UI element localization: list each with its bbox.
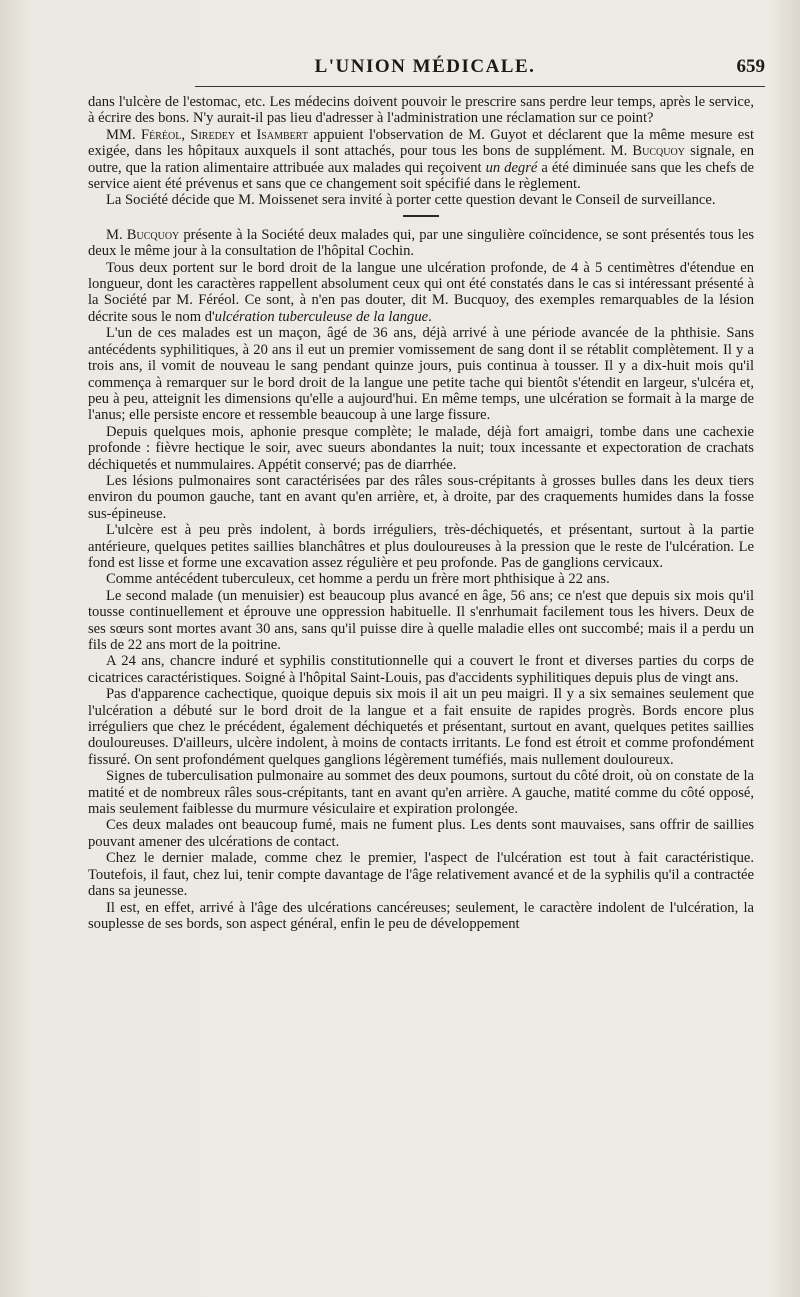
- paragraph: [88, 686, 754, 768]
- text: a été diminuée sans que les chefs de service aient été prévenus et sans que ce changement soit spécifié dans le règlement.: [88, 159, 754, 193]
- paragraph: [88, 571, 754, 587]
- paragraph: [88, 768, 754, 817]
- author-name: Isambert: [256, 126, 308, 143]
- paragraph: [88, 817, 754, 850]
- paragraph: [88, 900, 754, 933]
- paragraph: [88, 850, 754, 899]
- paragraph-text: Comme antécédent tuberculeux, cet homme a perdu un frère mort phthisique à 22 ans.: [106, 571, 610, 588]
- header-rule: [195, 86, 765, 87]
- text: présente à la Société deux malades qui, par une singulière coïncidence, se sont présentés tous les deux le même jour à la consultation de l'hôpital Cochin.: [88, 226, 754, 260]
- paragraph-text: A 24 ans, chancre induré et syphilis constitutionnelle qui a couvert le front et diverses parties du corps de cicatrices caractéristiques. Soigné à l'hôpital Saint-Louis, pas d'accidents syphilitiques depuis plus de vingt ans.: [88, 653, 754, 686]
- paragraph: [88, 260, 754, 326]
- paragraph-text: L'ulcère est à peu près indolent, à bords irréguliers, très-déchiquetés, et présentant, surtout à la partie antérieure, quelques petites saillies blanchâtres et plus douloureuses à la pression que le reste de l'ulcération. Le fond est lisse et forme une excavation assez régulière et peu profonde. Pas de ganglions cervicaux.: [88, 522, 754, 571]
- paragraph: [88, 424, 754, 473]
- paragraph: [88, 588, 754, 654]
- author-name: Féréol: [140, 126, 182, 143]
- section-separator: [403, 215, 439, 217]
- paragraph: [88, 653, 754, 686]
- paragraph: [88, 522, 754, 571]
- paragraph-text: Chez le dernier malade, comme chez le premier, l'aspect de l'ulcération est tout à fait caractéristique. Toutefois, il faut, chez lui, tenir compte davantage de l'âge relativement avancé et de la syphilis qu'il a contractée dans sa jeunesse.: [88, 850, 754, 900]
- paragraph: [88, 127, 754, 193]
- text: MM.: [106, 126, 141, 143]
- text: signale, en outre, que la ration alimentaire attribuée aux malades qui reçoivent: [88, 143, 754, 176]
- paragraph-text: Il est, en effet, arrivé à l'âge des ulcérations cancéreuses; seulement, le caractère indolent de l'ulcération, la souplesse de ses bords, son aspect général, enfin le peu de développement: [88, 899, 754, 932]
- paragraph-text: dans l'ulcère de l'estomac, etc. Les médecins doivent pouvoir le prescrire sans perdre leur temps, après le service, à écrire des bons. N'y aurait-il pas lieu d'adresser à l'administration une réclamation sur ce point?: [88, 94, 754, 127]
- running-title: L'UNION MÉDICALE.: [314, 56, 536, 77]
- paragraph-text: Le second malade (un menuisier) est beaucoup plus avancé en âge, 56 ans; ce n'est que depuis six mois qu'il tousse continuellement et éprouve une oppression habituelle. Il s'enrhumait facilement tous les hivers. Deux de ses sœurs sont mortes avant 30 ans, sans qu'il puisse dire à quelle maladie elles ont succombé; mais il a perdu un fils de 22 ans mort de la poitrine.: [88, 587, 754, 653]
- paragraph-text: L'un de ces malades est un maçon, âgé de 36 ans, déjà arrivé à une période avancée de la phthisie. Sans antécédents syphilitiques, à 20 ans il eut un premier vomissement de sang dont il se rétablit complètement. Il y a trois ans, il vomit de nouveau le sang pendant quinze jours, puis continua à tousser. Il y a dix-huit mois qu'il commença à remarquer sur le bord droit de la langue une petite tache qui bientôt s'étendit en largeur, s'ulcéra et, peu à peu, atteignit les dimensions qu'elle a aujourd'hui. En même temps, une ulcération se formait à la marge de l'anus; elle persiste encore et ressemble beaucoup à une large fissure.: [88, 325, 754, 424]
- article-body: [88, 94, 754, 932]
- paragraph-text: Les lésions pulmonaires sont caractérisées par des râles sous-crépitants à grosses bulles dans les deux tiers environ du poumon gauche, tant en avant qu'en arrière, et, à droite, par des craquements humides dans la fosse sus-épineuse.: [88, 472, 754, 522]
- author-name: Siredey: [190, 126, 236, 143]
- text: Tous deux portent sur le bord droit de la langue une ulcération profonde, de 4 à 5 centimètres d'étendue en longueur, dont les caractères rappellent absolument ceux qui ont été constatés dans le cas si intéressant présenté à la Société par M. Féréol. Ce sont, à n'en pas douter, dit M. Bucquoy, des exemples remarquables de la lésion décrite sous le nom d': [88, 259, 754, 325]
- text: M.: [106, 226, 127, 243]
- text: .: [428, 308, 432, 325]
- paragraph: [88, 94, 754, 127]
- text: appuient l'observation de M. Guyot et déclarent que la même mesure est exigée, dans les hôpitaux auxquels il sont attachés, pour tous les bons de supplément. M.: [88, 126, 754, 160]
- paragraph-text: Depuis quelques mois, aphonie presque complète; le malade, déjà fort amaigri, tombe dans une cachexie profonde : fièvre hectique le soir, avec sueurs abondantes la nuit; toux incessante et expectoration de crachats déchiquetés et nummulaires. Appétit conservé; pas de diarrhée.: [88, 423, 754, 473]
- paragraph-text: Signes de tuberculisation pulmonaire au sommet des deux poumons, surtout du côté droit, où on constate de la matité et de nombreux râles sous-crépitants, tant en avant qu'en arrière. A gauche, matité comme du côté opposé, mais seulement faiblesse du murmure vésiculaire et expiration prolongée.: [88, 768, 754, 818]
- emphasis: un degré: [485, 159, 538, 176]
- paragraph: [88, 473, 754, 522]
- paragraph: [88, 192, 754, 208]
- text: ,: [181, 126, 191, 143]
- paragraph-text: Ces deux malades ont beaucoup fumé, mais ne fument plus. Les dents sont mauvaises, sans offrir de saillies pouvant amener des ulcérations de contact.: [88, 817, 754, 850]
- page-number: 659: [736, 56, 765, 77]
- author-name: Bucquoy: [632, 143, 685, 160]
- author-name: Bucquoy: [126, 226, 180, 243]
- emphasis: ulcération tuberculeuse de la langue: [214, 308, 429, 325]
- paragraph-text: La Société décide que M. Moissenet sera invité à porter cette question devant le Conseil de surveillance.: [106, 192, 716, 209]
- paragraph: [88, 325, 754, 423]
- paragraph-text: Pas d'apparence cachectique, quoique depuis six mois il ait un peu maigri. Il y a six semaines seulement que l'ulcération a débuté sur le bord droit de la langue et a fait ensuite de rapides progrès. Bords encore plus irréguliers que chez le précédent, également déchiquetés et présentant, surtout en avant, quelques petites saillies douloureuses. D'ailleurs, ulcère indolent, à moins de contacts irritants. Le fond est étroit et comme profondément fissuré. On sent profondément quelques ganglions légèrement tuméfiés, mais nullement douloureux.: [88, 686, 754, 768]
- paragraph: [88, 227, 754, 260]
- text: et: [235, 126, 257, 143]
- page-header: [85, 50, 765, 86]
